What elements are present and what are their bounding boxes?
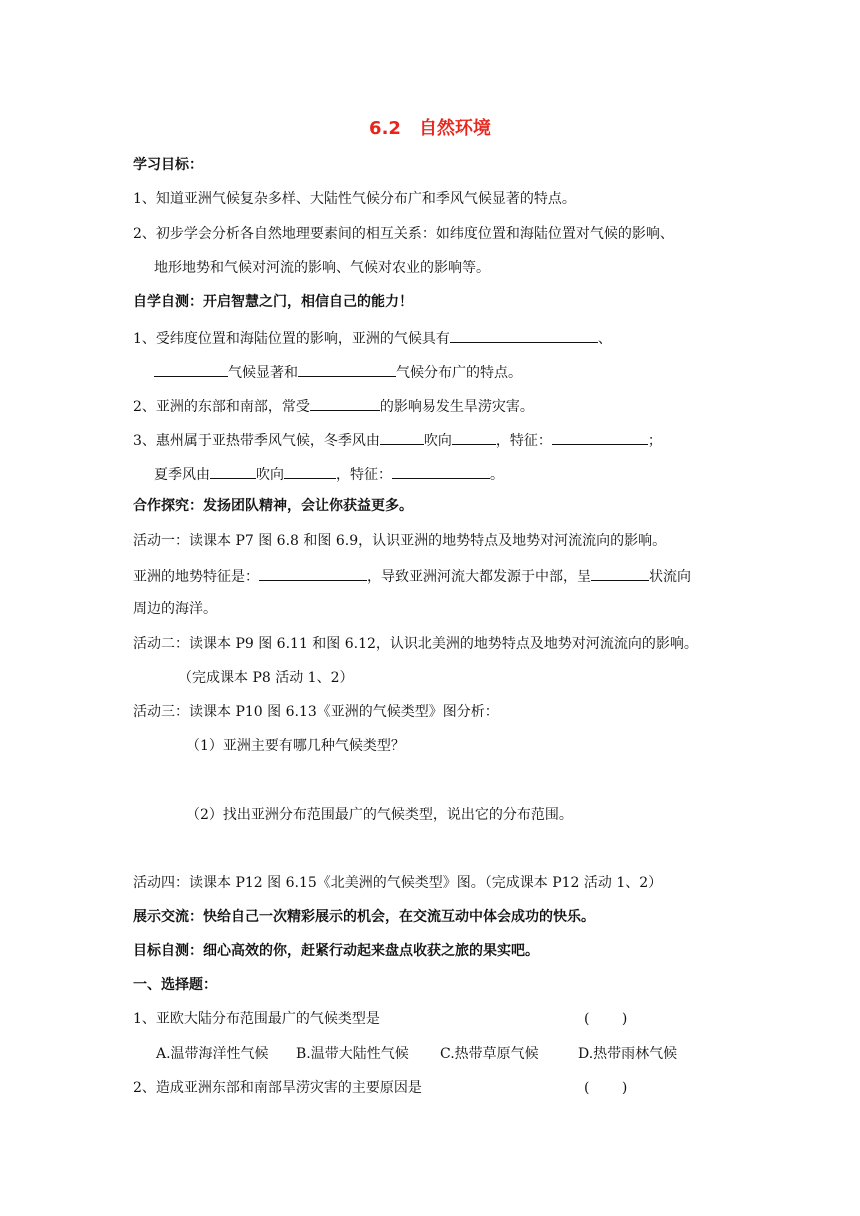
coop-heading: 合作探究：发扬团队精神，会让你获益更多。 bbox=[133, 498, 413, 514]
q3-part: 吹向 bbox=[423, 433, 452, 449]
activity-3-q1: （1）亚洲主要有哪几种气候类型？ bbox=[186, 738, 405, 754]
selftest-q1-line2 bbox=[154, 361, 522, 383]
answer-blank[interactable] bbox=[210, 463, 256, 479]
selftest-heading: 自学自测：开启智慧之门，相信自己的能力！ bbox=[133, 294, 413, 310]
q3-part: 夏季风由 bbox=[154, 467, 210, 483]
answer-blank[interactable] bbox=[154, 361, 228, 377]
page-title bbox=[0, 118, 860, 140]
choice-q1-option-a[interactable]: A.温带海洋性气候 bbox=[156, 1046, 269, 1062]
q3-part: ； bbox=[647, 433, 662, 449]
activity-1-question bbox=[133, 565, 691, 587]
q2-tail: 的影响易发生旱涝灾害。 bbox=[379, 399, 534, 415]
act1q-text: 状流向 bbox=[649, 569, 691, 585]
answer-blank[interactable] bbox=[298, 361, 396, 377]
act1q-text: 亚洲的地势特征是： bbox=[133, 569, 259, 585]
answer-blank[interactable] bbox=[450, 327, 598, 343]
choice-q1-answer-paren[interactable]: ( ) bbox=[584, 1011, 628, 1027]
q1-mid: 气候显著和 bbox=[228, 365, 298, 381]
choice-q2: 2、造成亚洲东部和南部旱涝灾害的主要原因是 bbox=[133, 1080, 422, 1096]
q1-end: 、 bbox=[597, 331, 612, 347]
selftest-q1-line1 bbox=[133, 327, 612, 349]
activity-1: 活动一：读课本 P7 图 6.8 和图 6.9，认识亚洲的地势特点及地势对河流流向的影响。 bbox=[133, 533, 667, 549]
selftest-q3-line2 bbox=[154, 463, 504, 485]
choice-q2-answer-paren[interactable]: ( ) bbox=[584, 1080, 628, 1096]
title-text: 自然环境 bbox=[418, 118, 491, 139]
answer-blank[interactable] bbox=[380, 429, 424, 445]
activity-3-q2: （2）找出亚洲分布范围最广的气候类型，说出它的分布范围。 bbox=[186, 807, 573, 823]
activity-4: 活动四：读课本 P12 图 6.15《北美洲的气候类型》图。（完成课本 P12 活动 1、2） bbox=[133, 875, 663, 891]
goal-item-2-cont: 地形地势和气候对河流的影响、气候对农业的影响等。 bbox=[154, 260, 490, 276]
q3-part: 吹向 bbox=[256, 467, 284, 483]
choice-q1-option-c[interactable]: C.热带草原气候 bbox=[440, 1046, 539, 1062]
choice-heading: 一、选择题： bbox=[133, 977, 217, 993]
selftest-q2 bbox=[133, 395, 534, 417]
activity-2: 活动二：读课本 P9 图 6.11 和图 6.12，认识北美洲的地势特点及地势对河流流向的影响。 bbox=[133, 636, 698, 652]
target-heading: 目标自测：细心高效的你，赶紧行动起来盘点收获之旅的果实吧。 bbox=[133, 943, 539, 959]
act1q-text: ，导致亚洲河流大都发源于中部，呈 bbox=[367, 569, 591, 585]
activity-3: 活动三：读课本 P10 图 6.13《亚洲的气候类型》图分析： bbox=[133, 704, 499, 720]
goals-heading: 学习目标： bbox=[133, 157, 203, 173]
answer-blank[interactable] bbox=[552, 429, 648, 445]
q2-text: 2、亚洲的东部和南部，常受 bbox=[133, 399, 310, 415]
answer-blank[interactable] bbox=[591, 565, 649, 581]
answer-blank[interactable] bbox=[452, 429, 496, 445]
activity-2-note: （完成课本 P8 活动 1、2） bbox=[178, 670, 354, 686]
selftest-q3-line1 bbox=[133, 429, 662, 451]
q3-part: ，特征： bbox=[336, 467, 392, 483]
answer-blank[interactable] bbox=[259, 565, 367, 581]
activity-1-question-cont: 周边的海洋。 bbox=[133, 601, 217, 617]
q3-part: ，特征： bbox=[495, 433, 552, 449]
q1-text: 1、受纬度位置和海陆位置的影响，亚洲的气候具有 bbox=[133, 331, 450, 347]
q3-text: 3、惠州属于亚热带季风气候，冬季风由 bbox=[133, 433, 380, 449]
goal-item-2: 2、初步学会分析各自然地理要素间的相互关系：如纬度位置和海陆位置对气候的影响、 bbox=[133, 226, 674, 242]
choice-q1-option-b[interactable]: B.温带大陆性气候 bbox=[296, 1046, 409, 1062]
choice-q1-option-d[interactable]: D.热带雨林气候 bbox=[578, 1046, 678, 1062]
goal-item-1: 1、知道亚洲气候复杂多样、大陆性气候分布广和季风气候显著的特点。 bbox=[133, 191, 576, 207]
q3-part: 。 bbox=[490, 467, 504, 483]
answer-blank[interactable] bbox=[310, 395, 380, 411]
choice-q1: 1、亚欧大陆分布范围最广的气候类型是 bbox=[133, 1011, 380, 1027]
title-number: 6.2 bbox=[369, 118, 401, 139]
q1-tail: 气候分布广的特点。 bbox=[396, 365, 522, 381]
answer-blank[interactable] bbox=[284, 463, 336, 479]
show-heading: 展示交流：快给自己一次精彩展示的机会，在交流互动中体会成功的快乐。 bbox=[133, 909, 595, 925]
answer-blank[interactable] bbox=[392, 463, 490, 479]
